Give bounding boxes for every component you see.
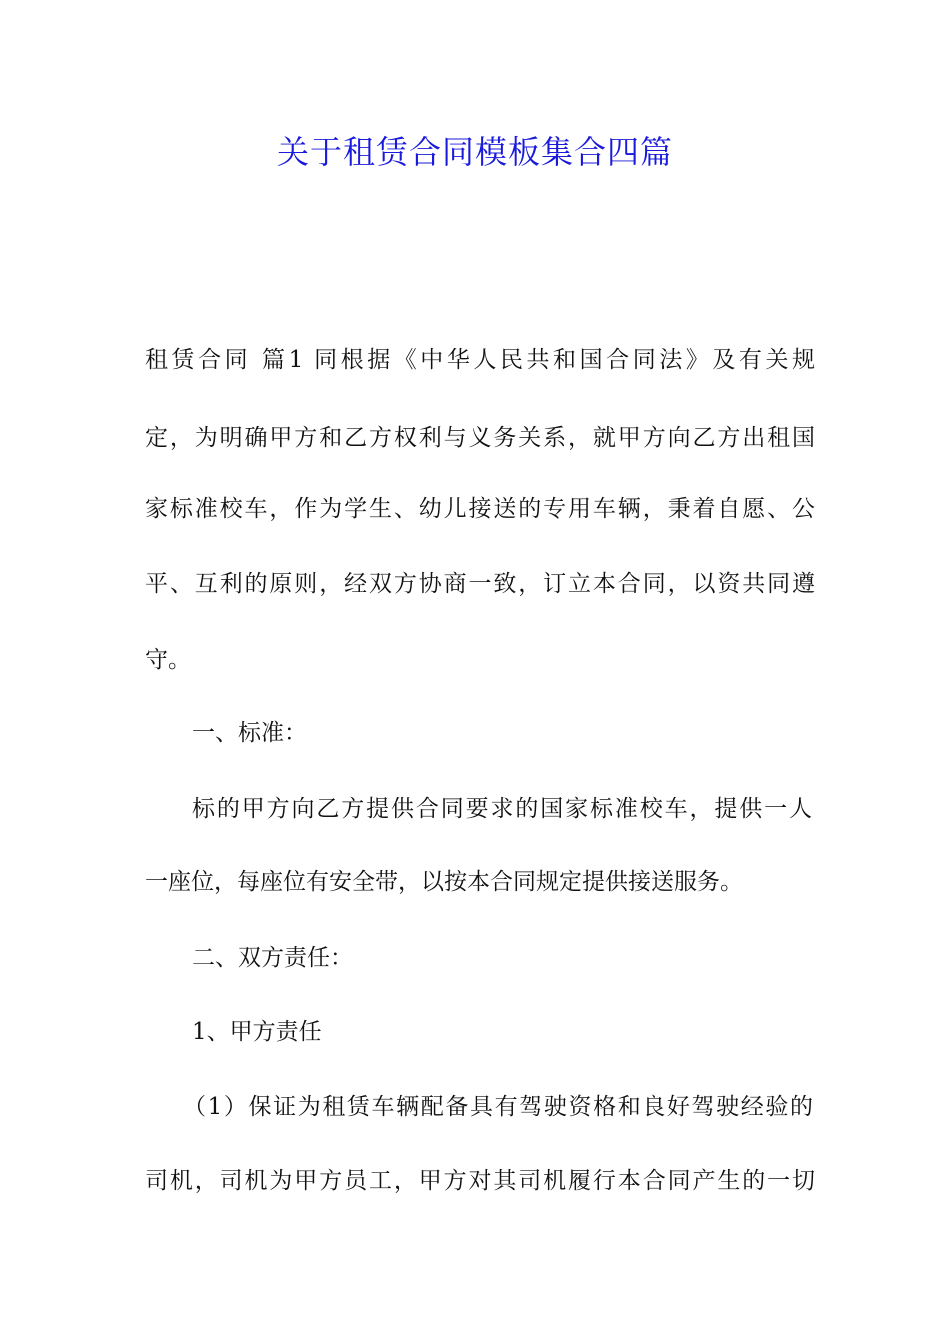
paragraph-line-7: 一座位，每座位有安全带，以按本合同规定提供接送服务。 [145, 869, 743, 895]
paragraph-line-2: 定，为明确甲方和乙方权利与义务关系，就甲方向乙方出租国 [145, 425, 815, 451]
paragraph-line-4: 平、互利的原则，经双方协商一致，订立本合同，以资共同遵 [145, 571, 815, 597]
section-heading-standard: 一、标准： [192, 720, 307, 746]
subsection-heading-party-a: 1、甲方责任 [192, 1019, 322, 1045]
section-heading-responsibilities: 二、双方责任： [192, 945, 353, 971]
paragraph-line-3: 家标准校车，作为学生、幼儿接送的专用车辆，秉着自愿、公 [145, 496, 815, 522]
paragraph-line-5: 守。 [145, 647, 191, 673]
paragraph-line-9: 司机，司机为甲方员工，甲方对其司机履行本合同产生的一切 [145, 1168, 815, 1194]
paragraph-line-6: 标的甲方向乙方提供合同要求的国家标准校车，提供一人 [192, 796, 812, 822]
paragraph-line-1: 租赁合同 篇1 同根据《中华人民共和国合同法》及有关规 [145, 347, 815, 373]
document-title: 关于租赁合同模板集合四篇 [276, 133, 673, 171]
paragraph-line-8: （1）保证为租赁车辆配备具有驾驶资格和良好驾驶经验的 [183, 1094, 813, 1120]
